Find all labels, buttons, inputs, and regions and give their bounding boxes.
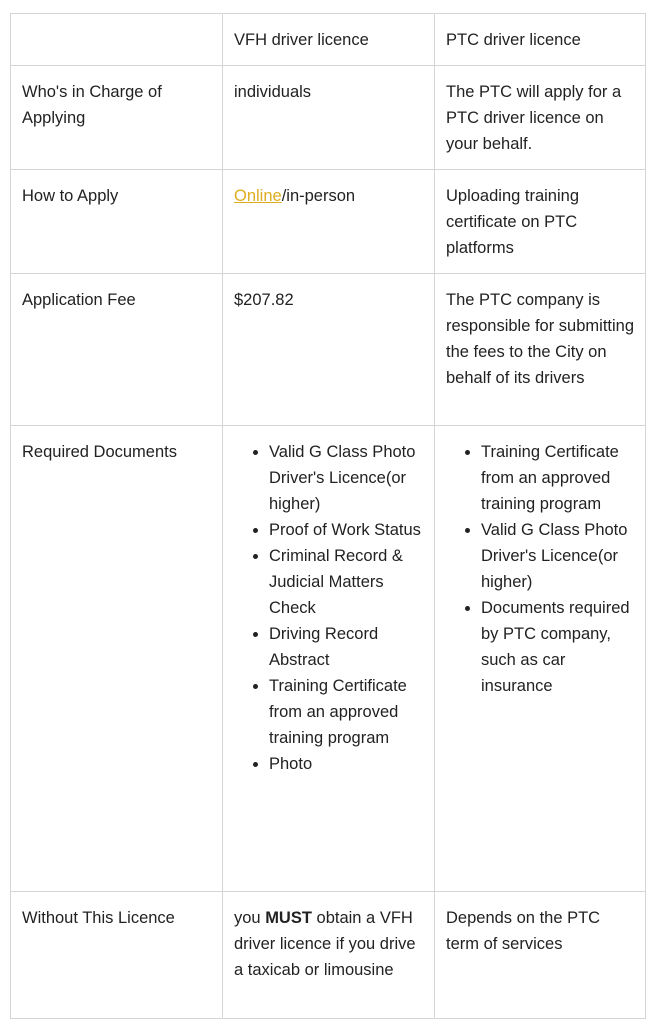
row-label: How to Apply [11,170,223,274]
header-empty-cell [11,14,223,66]
list-item: • Valid G Class Photo Driver's Licence(or higher) [481,517,634,595]
vfh-cell: individuals [223,66,435,170]
licence-comparison-table [10,13,646,1019]
row-label: Who's in Charge of Applying [11,66,223,170]
row-label: Required Documents [11,426,223,892]
list-item: • Criminal Record & Judicial Matters Check [269,543,423,621]
list-item: • Photo [269,751,423,777]
in-person-text: /in-person [281,187,356,205]
vfh-documents-list [223,439,423,777]
table-header-row [11,14,646,66]
ptc-cell: Depends on the PTC term of services [435,892,646,1019]
online-link[interactable]: Online [234,187,282,205]
list-item: • Documents required by PTC company, such as car insurance [481,595,634,699]
list-item: • Driving Record Abstract [269,621,423,673]
row-label: Without This Licence [11,892,223,1019]
ptc-cell: Uploading training certificate on PTC platforms [435,170,646,274]
table-row [11,426,646,892]
ptc-cell: The PTC company is responsible for submitting the fees to the City on behalf of its drivers [435,274,646,426]
ptc-cell: The PTC will apply for a PTC driver licence on your behalf. [435,66,646,170]
ptc-cell [435,426,646,892]
vfh-cell [223,170,435,274]
table-row [11,274,646,426]
row-label: Application Fee [11,274,223,426]
ptc-documents-list [435,439,634,699]
list-item: • Training Certificate from an approved training program [269,673,423,751]
text-pre: you [234,909,266,927]
list-item: • Training Certificate from an approved training program [481,439,634,517]
must-emphasis: MUST [265,909,312,927]
vfh-cell [223,892,435,1019]
header-ptc: PTC driver licence [435,14,646,66]
text-post: obtain a VFH driver licence if you drive a taxicab or limousine [234,909,416,979]
table-row [11,66,646,170]
table-row [11,170,646,274]
table-row [11,892,646,1019]
vfh-cell: $207.82 [223,274,435,426]
vfh-cell [223,426,435,892]
list-item: • Proof of Work Status [269,517,423,543]
list-item: • Valid G Class Photo Driver's Licence(or higher) [269,439,423,517]
header-vfh: VFH driver licence [223,14,435,66]
